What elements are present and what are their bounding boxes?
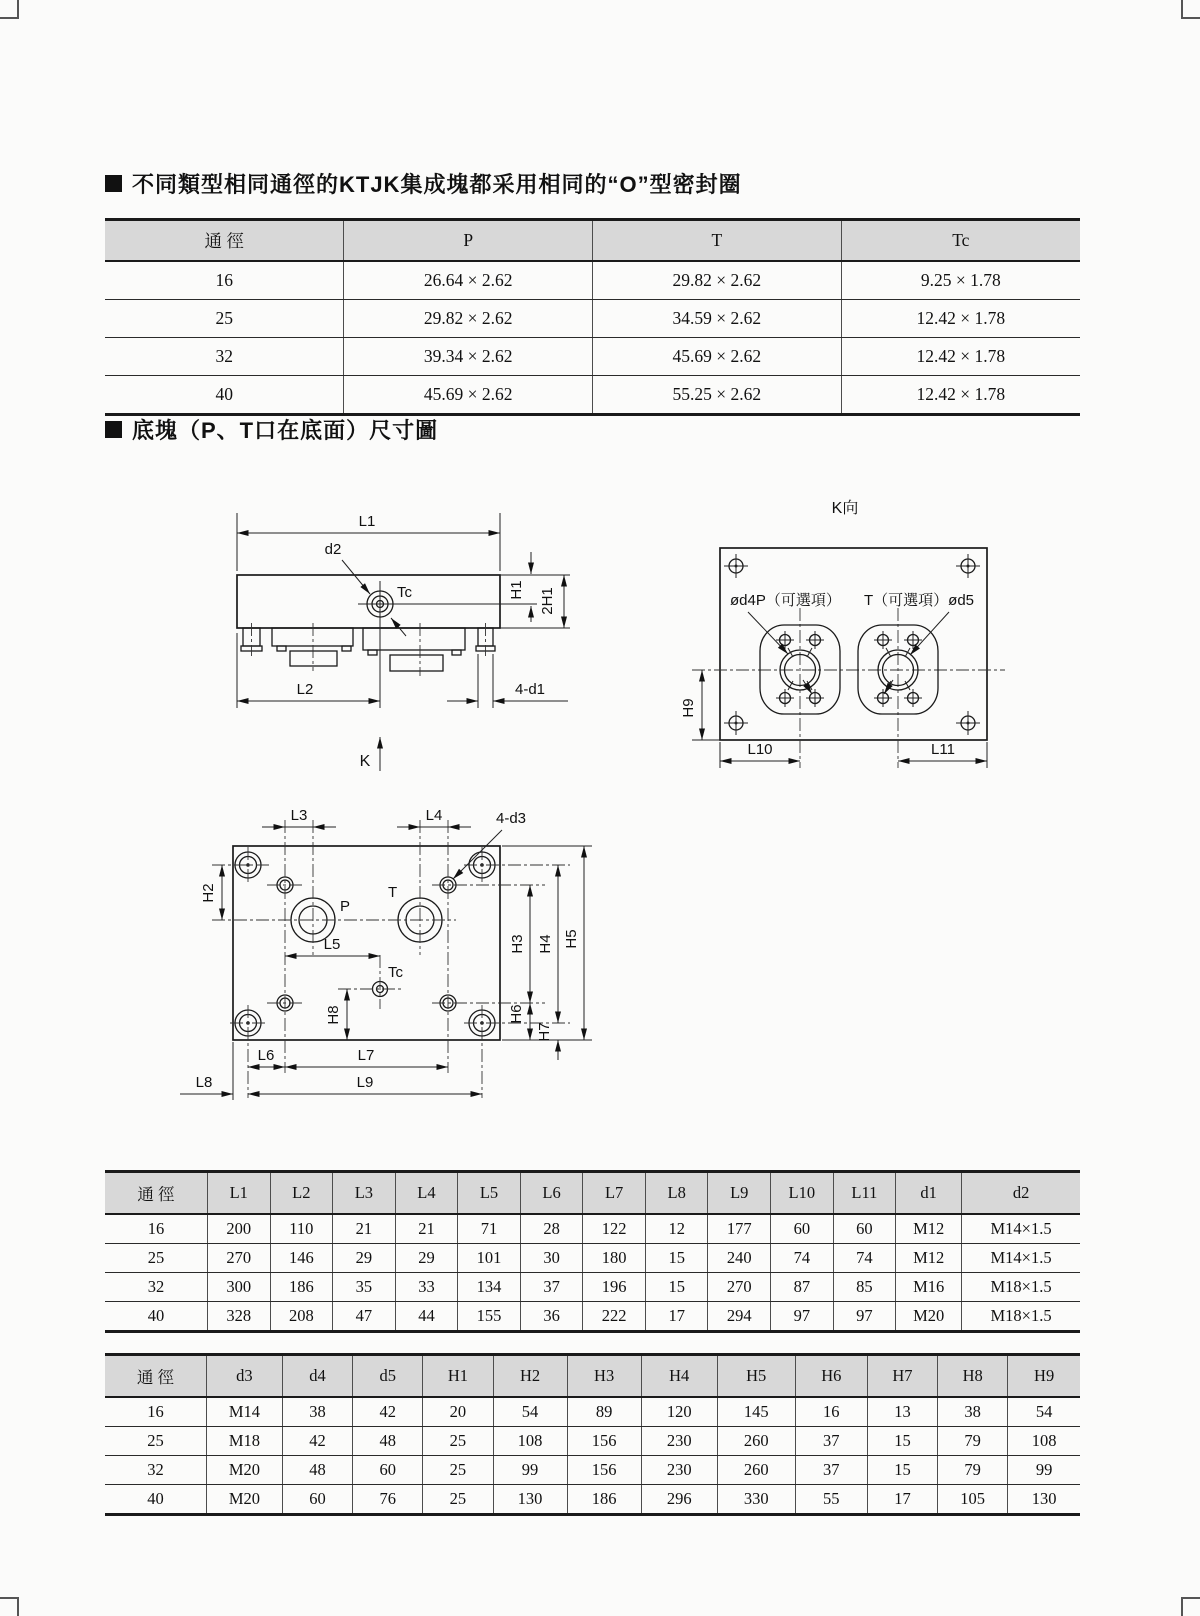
table-cell: 79 [938, 1456, 1008, 1485]
column-header: H3 [567, 1355, 641, 1398]
port-callout-p: ød4P（可選項） [730, 592, 841, 609]
table-cell: 130 [1008, 1485, 1080, 1515]
table-cell: 60 [771, 1214, 834, 1244]
port-callout-t: T（可選項）ød5 [864, 592, 975, 609]
table-cell: 29 [333, 1244, 396, 1273]
table-row [105, 1456, 1080, 1485]
table-cell: 28 [520, 1214, 583, 1244]
table-cell: M12 [896, 1244, 962, 1273]
crop-mark-bottom-left [0, 1597, 19, 1616]
dim-label-l11: L11 [931, 741, 955, 758]
table-cell: 35 [333, 1273, 396, 1302]
column-header: d2 [962, 1172, 1080, 1215]
port-label-p: P [340, 898, 351, 915]
table-cell: 25 [423, 1456, 493, 1485]
dim-label-l2: L2 [296, 681, 314, 698]
crop-mark-top-right [1181, 0, 1200, 19]
column-header: H7 [867, 1355, 937, 1398]
column-header: 通 徑 [105, 1355, 206, 1398]
column-header: H4 [641, 1355, 717, 1398]
section1-title: 不同類型相同通徑的KTJK集成塊都采用相同的“O”型密封圈 [132, 172, 742, 197]
table-cell: 240 [708, 1244, 771, 1273]
table-cell: 87 [771, 1273, 834, 1302]
table-cell: 270 [708, 1273, 771, 1302]
dim-label-l7: L7 [357, 1047, 375, 1064]
dim-label-l8: L8 [195, 1074, 213, 1091]
table-cell: 15 [645, 1273, 708, 1302]
table-cell: 42 [353, 1397, 423, 1427]
table-cell: 44 [395, 1302, 458, 1332]
table-row [105, 300, 1080, 338]
section-marker-icon [105, 421, 122, 438]
dim-label-l10: L10 [747, 741, 773, 758]
table-cell: 21 [333, 1214, 396, 1244]
column-header: d1 [896, 1172, 962, 1215]
table-cell: 260 [717, 1456, 795, 1485]
dim-label-d2: d2 [324, 541, 342, 558]
table-cell: 208 [270, 1302, 333, 1332]
column-header: 通 徑 [105, 220, 344, 262]
table-row [105, 1302, 1080, 1332]
section2-title: 底塊（P、T口在底面）尺寸圖 [132, 418, 439, 443]
dim-label-4d1: 4-d1 [514, 681, 546, 698]
column-header: L11 [833, 1172, 896, 1215]
table-cell: 60 [282, 1485, 352, 1515]
column-header: Tc [841, 220, 1080, 262]
table-cell: M14×1.5 [962, 1244, 1080, 1273]
table-cell: 45.69 × 2.62 [344, 376, 593, 415]
column-header: H1 [423, 1355, 493, 1398]
table-cell: 60 [353, 1456, 423, 1485]
oring-table [105, 218, 1080, 416]
table-cell: 120 [641, 1397, 717, 1427]
table-cell: M20 [896, 1302, 962, 1332]
column-header: H2 [493, 1355, 567, 1398]
table-cell: 300 [207, 1273, 270, 1302]
dim-label-h6: H6 [508, 1004, 525, 1024]
table-cell: 39.34 × 2.62 [344, 338, 593, 376]
column-header: L1 [207, 1172, 270, 1215]
table-cell: 15 [867, 1456, 937, 1485]
table-cell: 122 [583, 1214, 646, 1244]
table-cell: M20 [206, 1485, 282, 1515]
table-cell: 42 [282, 1427, 352, 1456]
column-header: L2 [270, 1172, 333, 1215]
table-cell: 222 [583, 1302, 646, 1332]
section2-heading [105, 414, 438, 445]
table-cell: 71 [458, 1214, 521, 1244]
table-cell: M16 [896, 1273, 962, 1302]
table-cell: 38 [938, 1397, 1008, 1427]
table-cell: 48 [282, 1456, 352, 1485]
table-cell: 97 [771, 1302, 834, 1332]
k-view [680, 499, 1005, 768]
dim-label-h1: H1 [508, 580, 525, 600]
table-cell: 180 [583, 1244, 646, 1273]
column-header: L3 [333, 1172, 396, 1215]
column-header: L8 [645, 1172, 708, 1215]
dimension-drawing [100, 468, 1100, 1113]
dim-label-h3: H3 [509, 934, 526, 954]
table-cell: 200 [207, 1214, 270, 1244]
column-header: 通 徑 [105, 1172, 207, 1215]
table-cell: 16 [105, 1214, 207, 1244]
h-dimensions-table [105, 1353, 1080, 1516]
dim-label-l5: L5 [323, 936, 341, 953]
table-row [105, 1244, 1080, 1273]
table-cell: 99 [1008, 1456, 1080, 1485]
table-cell: 74 [771, 1244, 834, 1273]
table-cell: M18 [206, 1427, 282, 1456]
table-cell: 330 [717, 1485, 795, 1515]
table-cell: 134 [458, 1273, 521, 1302]
table-cell: 21 [395, 1214, 458, 1244]
table-row [105, 338, 1080, 376]
dim-label-l6: L6 [257, 1047, 275, 1064]
table-cell: 25 [105, 1427, 206, 1456]
table-cell: 37 [520, 1273, 583, 1302]
table-cell: 74 [833, 1244, 896, 1273]
table-cell: 20 [423, 1397, 493, 1427]
table-cell: M18×1.5 [962, 1273, 1080, 1302]
dim-label-h8: H8 [325, 1005, 342, 1025]
dim-label-l9: L9 [356, 1074, 374, 1091]
table-cell: 76 [353, 1485, 423, 1515]
k-view-title: K向 [831, 500, 859, 517]
dim-label-h5: H5 [563, 929, 580, 949]
table-cell: 26.64 × 2.62 [344, 261, 593, 300]
table-cell: 260 [717, 1427, 795, 1456]
table-cell: 25 [105, 1244, 207, 1273]
column-header: L4 [395, 1172, 458, 1215]
table-row [105, 261, 1080, 300]
table-cell: 9.25 × 1.78 [841, 261, 1080, 300]
table-row [105, 1273, 1080, 1302]
port-label-t: T [388, 884, 398, 901]
table-row [105, 376, 1080, 415]
table-cell: 156 [567, 1427, 641, 1456]
table-cell: 40 [105, 1302, 207, 1332]
column-header: d4 [282, 1355, 352, 1398]
table-cell: 33 [395, 1273, 458, 1302]
bottom-view [180, 807, 592, 1100]
table-cell: 25 [105, 300, 344, 338]
table-cell: 32 [105, 1273, 207, 1302]
table-cell: 12.42 × 1.78 [841, 338, 1080, 376]
table-cell: 15 [867, 1427, 937, 1456]
table-cell: 130 [493, 1485, 567, 1515]
dim-label-l3: L3 [290, 807, 308, 824]
section-marker-icon [105, 175, 122, 192]
table-cell: 47 [333, 1302, 396, 1332]
table-row [105, 1397, 1080, 1427]
table-cell: 155 [458, 1302, 521, 1332]
table-cell: 85 [833, 1273, 896, 1302]
header-row [105, 1172, 1080, 1215]
table-cell: 48 [353, 1427, 423, 1456]
header-row [105, 220, 1080, 262]
column-header: H8 [938, 1355, 1008, 1398]
table-row [105, 1214, 1080, 1244]
dim-label-l4: L4 [425, 807, 443, 824]
table-cell: 99 [493, 1456, 567, 1485]
table-cell: 13 [867, 1397, 937, 1427]
table-cell: M14×1.5 [962, 1214, 1080, 1244]
table-cell: 17 [645, 1302, 708, 1332]
table-cell: 296 [641, 1485, 717, 1515]
table-cell: 54 [493, 1397, 567, 1427]
table-cell: 29.82 × 2.62 [344, 300, 593, 338]
table-cell: 37 [795, 1456, 867, 1485]
table-cell: M20 [206, 1456, 282, 1485]
table-cell: 146 [270, 1244, 333, 1273]
column-header: H9 [1008, 1355, 1080, 1398]
table-cell: 12.42 × 1.78 [841, 300, 1080, 338]
crop-mark-bottom-right [1181, 1597, 1200, 1616]
table-cell: 230 [641, 1456, 717, 1485]
column-header: L7 [583, 1172, 646, 1215]
crop-mark-top-left [0, 0, 19, 19]
table-cell: 105 [938, 1485, 1008, 1515]
dim-label-h9: H9 [680, 698, 697, 718]
table-cell: 12.42 × 1.78 [841, 376, 1080, 415]
table-cell: 55.25 × 2.62 [593, 376, 842, 415]
table-cell: 230 [641, 1427, 717, 1456]
table-cell: 294 [708, 1302, 771, 1332]
column-header: T [593, 220, 842, 262]
l-dimensions-table [105, 1170, 1080, 1333]
column-header: d5 [353, 1355, 423, 1398]
table-cell: 145 [717, 1397, 795, 1427]
table-cell: 156 [567, 1456, 641, 1485]
table-cell: 79 [938, 1427, 1008, 1456]
table-cell: M12 [896, 1214, 962, 1244]
table-cell: 270 [207, 1244, 270, 1273]
column-header: L9 [708, 1172, 771, 1215]
view-arrow-label-k: K [359, 753, 371, 770]
header-row [105, 1355, 1080, 1398]
table-cell: 40 [105, 376, 344, 415]
dim-label-l1: L1 [358, 513, 376, 530]
table-cell: 110 [270, 1214, 333, 1244]
column-header: H6 [795, 1355, 867, 1398]
table-cell: 29.82 × 2.62 [593, 261, 842, 300]
table-cell: 101 [458, 1244, 521, 1273]
table-cell: 55 [795, 1485, 867, 1515]
table-cell: 38 [282, 1397, 352, 1427]
table-cell: 30 [520, 1244, 583, 1273]
table-cell: 45.69 × 2.62 [593, 338, 842, 376]
column-header: P [344, 220, 593, 262]
table-cell: 196 [583, 1273, 646, 1302]
table-cell: M18×1.5 [962, 1302, 1080, 1332]
table-cell: 54 [1008, 1397, 1080, 1427]
table-cell: 15 [645, 1244, 708, 1273]
table-cell: 32 [105, 338, 344, 376]
table-cell: 17 [867, 1485, 937, 1515]
table-cell: M14 [206, 1397, 282, 1427]
column-header: L10 [771, 1172, 834, 1215]
table-cell: 34.59 × 2.62 [593, 300, 842, 338]
column-header: d3 [206, 1355, 282, 1398]
port-label-tc: Tc [388, 964, 403, 981]
port-label-tc: Tc [397, 584, 412, 601]
table-cell: 108 [1008, 1427, 1080, 1456]
table-cell: 108 [493, 1427, 567, 1456]
dim-label-h7: H7 [536, 1022, 553, 1042]
table-cell: 36 [520, 1302, 583, 1332]
table-cell: 40 [105, 1485, 206, 1515]
dim-label-h4: H4 [537, 934, 554, 954]
dim-label-h2: H2 [200, 883, 217, 903]
table-cell: 12 [645, 1214, 708, 1244]
dim-label-4d3: 4-d3 [496, 810, 527, 827]
table-cell: 37 [795, 1427, 867, 1456]
table-row [105, 1427, 1080, 1456]
dim-label-2h1: 2H1 [539, 587, 556, 615]
table-cell: 29 [395, 1244, 458, 1273]
table-cell: 89 [567, 1397, 641, 1427]
table-cell: 97 [833, 1302, 896, 1332]
table-cell: 16 [105, 261, 344, 300]
table-cell: 60 [833, 1214, 896, 1244]
table-cell: 25 [423, 1485, 493, 1515]
front-view [237, 513, 570, 771]
table-cell: 328 [207, 1302, 270, 1332]
table-cell: 16 [795, 1397, 867, 1427]
table-cell: 177 [708, 1214, 771, 1244]
table-row [105, 1485, 1080, 1515]
column-header: L5 [458, 1172, 521, 1215]
table-cell: 32 [105, 1456, 206, 1485]
column-header: L6 [520, 1172, 583, 1215]
table-cell: 186 [567, 1485, 641, 1515]
table-cell: 16 [105, 1397, 206, 1427]
column-header: H5 [717, 1355, 795, 1398]
table-cell: 186 [270, 1273, 333, 1302]
table-cell: 25 [423, 1427, 493, 1456]
section1-heading [105, 168, 742, 199]
